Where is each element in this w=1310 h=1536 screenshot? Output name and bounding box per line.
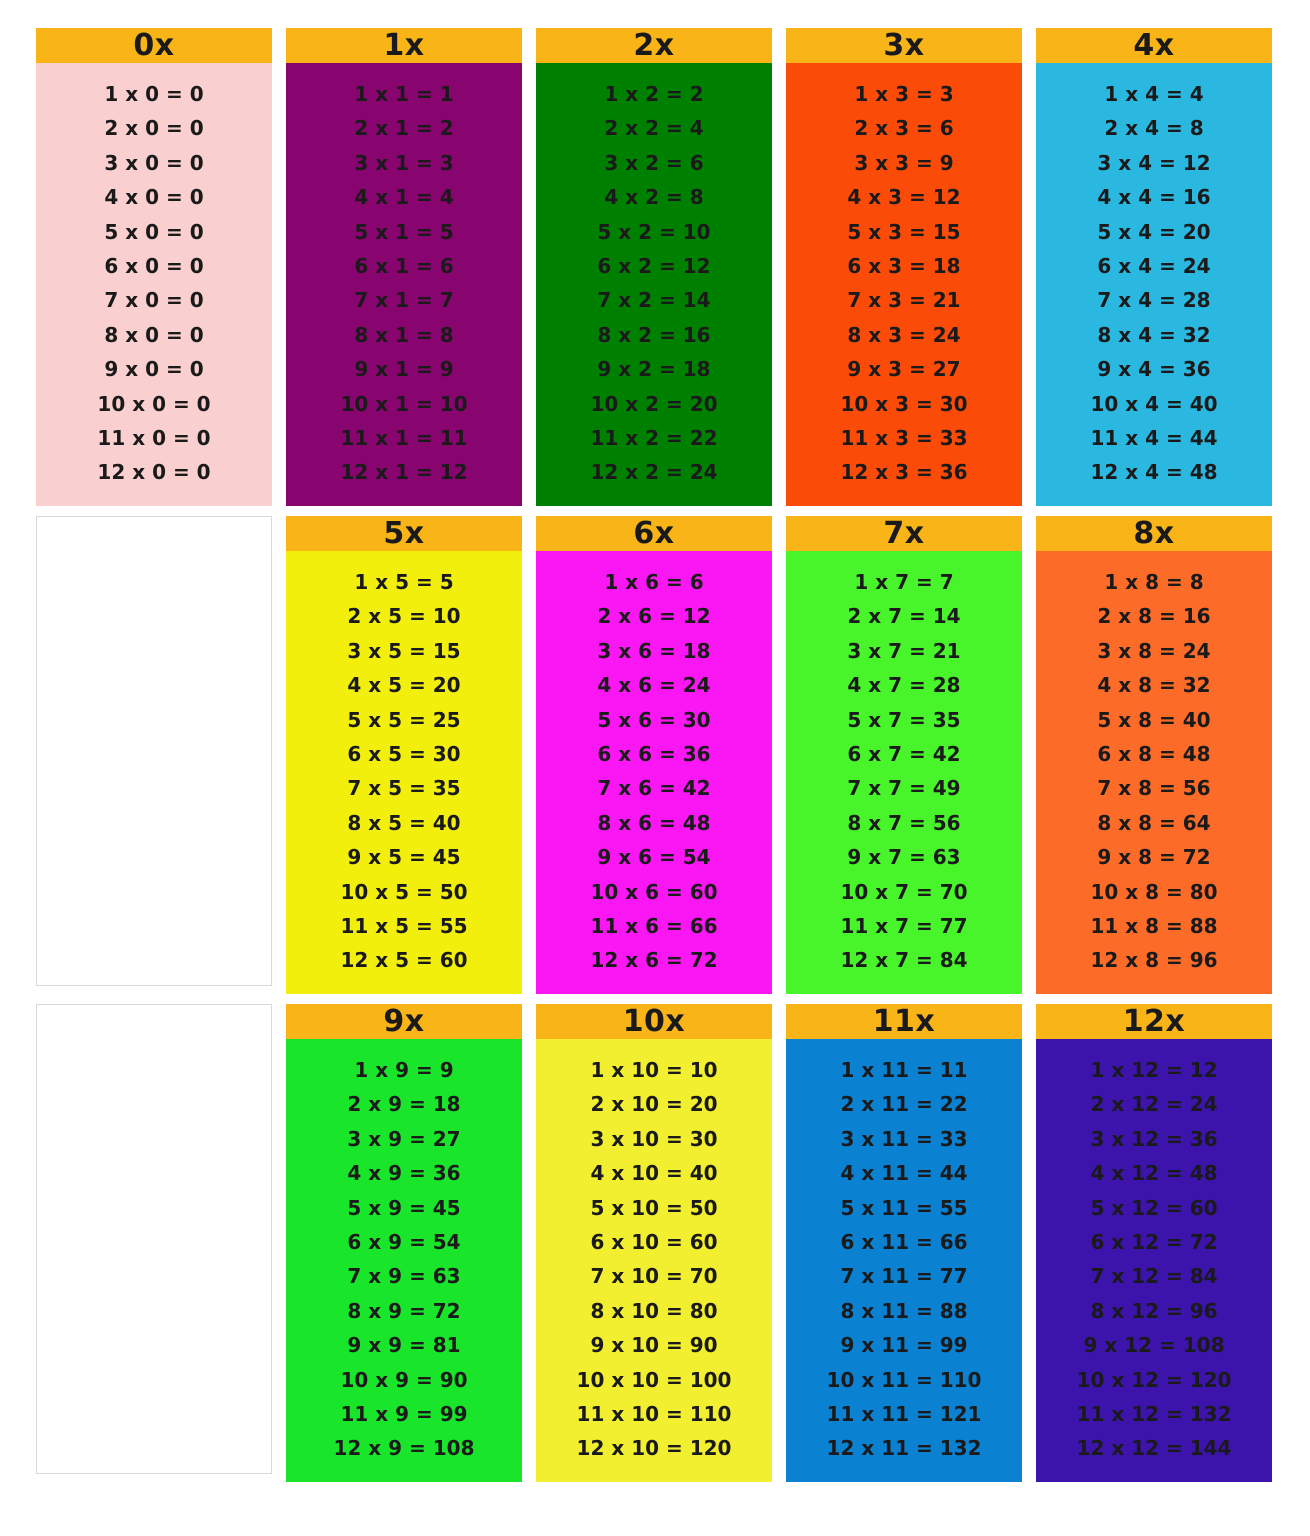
fact-line: 9 x 8 = 72: [1097, 845, 1211, 870]
fact-line: 7 x 2 = 14: [597, 288, 711, 313]
fact-line: 9 x 11 = 99: [840, 1333, 968, 1358]
fact-line: 12 x 8 = 96: [1090, 948, 1218, 973]
fact-line: 4 x 12 = 48: [1090, 1161, 1218, 1186]
fact-line: 3 x 9 = 27: [347, 1126, 461, 1151]
fact-line: 7 x 1 = 7: [354, 288, 454, 313]
fact-line: 11 x 5 = 55: [340, 913, 468, 938]
fact-line: 12 x 1 = 12: [340, 460, 468, 485]
times-table-card: [286, 28, 522, 498]
fact-line: 5 x 11 = 55: [840, 1195, 968, 1220]
fact-line: 7 x 8 = 56: [1097, 776, 1211, 801]
fact-line: 9 x 10 = 90: [590, 1333, 718, 1358]
table-row: [36, 1004, 1274, 1474]
table-title: 12x: [1036, 1004, 1272, 1039]
times-table-card: [286, 1004, 522, 1474]
fact-line: 10 x 11 = 110: [826, 1367, 982, 1392]
fact-line: 1 x 3 = 3: [854, 82, 954, 106]
fact-line: 1 x 1 = 1: [354, 82, 454, 106]
fact-line: 2 x 4 = 8: [1104, 116, 1204, 141]
fact-line: 1 x 10 = 10: [590, 1058, 718, 1082]
fact-line: 11 x 4 = 44: [1090, 425, 1218, 450]
fact-line: 3 x 3 = 9: [854, 150, 954, 175]
times-table-card: [36, 28, 272, 498]
fact-line: 3 x 10 = 30: [590, 1126, 718, 1151]
fact-line: 5 x 1 = 5: [354, 219, 454, 244]
fact-line: 7 x 10 = 70: [590, 1264, 718, 1289]
fact-line: 2 x 0 = 0: [104, 116, 204, 141]
fact-line: 3 x 6 = 18: [597, 638, 711, 663]
fact-list: [1036, 63, 1272, 506]
times-table-card: [536, 28, 772, 498]
fact-line: 1 x 6 = 6: [604, 570, 704, 594]
fact-line: 4 x 6 = 24: [597, 673, 711, 698]
fact-line: 3 x 12 = 36: [1090, 1126, 1218, 1151]
fact-line: 2 x 3 = 6: [854, 116, 954, 141]
fact-line: 9 x 6 = 54: [597, 845, 711, 870]
fact-line: 11 x 0 = 0: [97, 425, 211, 450]
fact-line: 4 x 11 = 44: [840, 1161, 968, 1186]
fact-list: [36, 63, 272, 506]
times-table-card: [536, 1004, 772, 1474]
fact-line: 5 x 8 = 40: [1097, 707, 1211, 732]
fact-line: 8 x 9 = 72: [347, 1298, 461, 1323]
fact-list: [286, 63, 522, 506]
table-title: 10x: [536, 1004, 772, 1039]
fact-line: 4 x 5 = 20: [347, 673, 461, 698]
fact-line: 4 x 8 = 32: [1097, 673, 1211, 698]
empty-cell: [36, 1004, 272, 1474]
fact-line: 8 x 4 = 32: [1097, 322, 1211, 347]
fact-line: 2 x 11 = 22: [840, 1092, 968, 1117]
fact-line: 6 x 12 = 72: [1090, 1229, 1218, 1254]
fact-list: [1036, 1039, 1272, 1482]
fact-line: 12 x 4 = 48: [1090, 460, 1218, 485]
fact-line: 12 x 11 = 132: [826, 1436, 982, 1461]
empty-cell: [36, 516, 272, 986]
fact-line: 6 x 0 = 0: [104, 253, 204, 278]
fact-line: 3 x 4 = 12: [1097, 150, 1211, 175]
fact-list: [286, 1039, 522, 1482]
fact-line: 8 x 8 = 64: [1097, 810, 1211, 835]
fact-line: 5 x 2 = 10: [597, 219, 711, 244]
fact-line: 1 x 11 = 11: [840, 1058, 968, 1082]
fact-line: 5 x 9 = 45: [347, 1195, 461, 1220]
times-table-card: [786, 516, 1022, 986]
fact-line: 4 x 4 = 16: [1097, 185, 1211, 210]
fact-line: 11 x 2 = 22: [590, 425, 718, 450]
times-table-card: [1036, 1004, 1272, 1474]
fact-line: 8 x 10 = 80: [590, 1298, 718, 1323]
fact-line: 6 x 2 = 12: [597, 253, 711, 278]
fact-line: 8 x 6 = 48: [597, 810, 711, 835]
fact-line: 2 x 12 = 24: [1090, 1092, 1218, 1117]
fact-line: 11 x 11 = 121: [826, 1401, 982, 1426]
table-title: 3x: [786, 28, 1022, 63]
fact-line: 10 x 3 = 30: [840, 391, 968, 416]
table-title: 6x: [536, 516, 772, 551]
fact-line: 7 x 4 = 28: [1097, 288, 1211, 313]
fact-line: 11 x 7 = 77: [840, 913, 968, 938]
fact-line: 1 x 12 = 12: [1090, 1058, 1218, 1082]
fact-line: 12 x 6 = 72: [590, 948, 718, 973]
fact-line: 9 x 3 = 27: [847, 357, 961, 382]
table-title: 9x: [286, 1004, 522, 1039]
fact-line: 1 x 9 = 9: [354, 1058, 454, 1082]
fact-line: 11 x 1 = 11: [340, 425, 468, 450]
fact-line: 10 x 1 = 10: [340, 391, 468, 416]
fact-line: 3 x 8 = 24: [1097, 638, 1211, 663]
table-title: 0x: [36, 28, 272, 63]
fact-line: 10 x 2 = 20: [590, 391, 718, 416]
fact-line: 9 x 12 = 108: [1083, 1333, 1225, 1358]
fact-line: 5 x 5 = 25: [347, 707, 461, 732]
fact-line: 3 x 2 = 6: [604, 150, 704, 175]
fact-line: 10 x 6 = 60: [590, 879, 718, 904]
fact-line: 8 x 2 = 16: [597, 322, 711, 347]
fact-line: 7 x 3 = 21: [847, 288, 961, 313]
fact-line: 11 x 9 = 99: [340, 1401, 468, 1426]
fact-line: 6 x 9 = 54: [347, 1229, 461, 1254]
fact-line: 10 x 4 = 40: [1090, 391, 1218, 416]
table-title: 8x: [1036, 516, 1272, 551]
fact-line: 7 x 5 = 35: [347, 776, 461, 801]
fact-line: 9 x 0 = 0: [104, 357, 204, 382]
fact-line: 1 x 8 = 8: [1104, 570, 1204, 594]
fact-line: 4 x 1 = 4: [354, 185, 454, 210]
fact-line: 6 x 5 = 30: [347, 741, 461, 766]
fact-line: 11 x 8 = 88: [1090, 913, 1218, 938]
fact-line: 9 x 1 = 9: [354, 357, 454, 382]
fact-line: 12 x 2 = 24: [590, 460, 718, 485]
fact-line: 4 x 10 = 40: [590, 1161, 718, 1186]
fact-line: 11 x 3 = 33: [840, 425, 968, 450]
fact-line: 12 x 3 = 36: [840, 460, 968, 485]
fact-list: [786, 1039, 1022, 1482]
fact-line: 9 x 9 = 81: [347, 1333, 461, 1358]
fact-line: 10 x 5 = 50: [340, 879, 468, 904]
fact-line: 10 x 10 = 100: [576, 1367, 732, 1392]
fact-line: 6 x 8 = 48: [1097, 741, 1211, 766]
fact-line: 8 x 1 = 8: [354, 322, 454, 347]
fact-line: 4 x 0 = 0: [104, 185, 204, 210]
times-table-card: [1036, 28, 1272, 498]
fact-line: 7 x 6 = 42: [597, 776, 711, 801]
fact-list: [1036, 551, 1272, 994]
fact-line: 12 x 12 = 144: [1076, 1436, 1232, 1461]
table-title: 4x: [1036, 28, 1272, 63]
table-title: 2x: [536, 28, 772, 63]
fact-line: 2 x 9 = 18: [347, 1092, 461, 1117]
fact-line: 6 x 3 = 18: [847, 253, 961, 278]
fact-line: 6 x 7 = 42: [847, 741, 961, 766]
fact-line: 8 x 0 = 0: [104, 322, 204, 347]
fact-line: 10 x 9 = 90: [340, 1367, 468, 1392]
fact-line: 8 x 12 = 96: [1090, 1298, 1218, 1323]
fact-line: 12 x 10 = 120: [576, 1436, 732, 1461]
fact-line: 8 x 3 = 24: [847, 322, 961, 347]
fact-line: 6 x 4 = 24: [1097, 253, 1211, 278]
fact-line: 6 x 10 = 60: [590, 1229, 718, 1254]
fact-list: [536, 63, 772, 506]
times-table-card: [1036, 516, 1272, 986]
fact-list: [786, 63, 1022, 506]
fact-line: 7 x 7 = 49: [847, 776, 961, 801]
fact-line: 6 x 11 = 66: [840, 1229, 968, 1254]
fact-line: 7 x 0 = 0: [104, 288, 204, 313]
fact-line: 2 x 8 = 16: [1097, 604, 1211, 629]
fact-line: 1 x 7 = 7: [854, 570, 954, 594]
fact-list: [286, 551, 522, 994]
fact-line: 10 x 12 = 120: [1076, 1367, 1232, 1392]
table-row: [36, 516, 1274, 986]
fact-line: 5 x 10 = 50: [590, 1195, 718, 1220]
fact-line: 12 x 7 = 84: [840, 948, 968, 973]
fact-line: 11 x 12 = 132: [1076, 1401, 1232, 1426]
fact-list: [536, 1039, 772, 1482]
fact-line: 2 x 1 = 2: [354, 116, 454, 141]
fact-line: 1 x 4 = 4: [1104, 82, 1204, 106]
fact-line: 3 x 5 = 15: [347, 638, 461, 663]
fact-line: 11 x 10 = 110: [576, 1401, 732, 1426]
fact-line: 2 x 6 = 12: [597, 604, 711, 629]
fact-line: 8 x 5 = 40: [347, 810, 461, 835]
fact-line: 12 x 0 = 0: [97, 460, 211, 485]
times-table-card: [786, 1004, 1022, 1474]
fact-line: 1 x 5 = 5: [354, 570, 454, 594]
fact-line: 5 x 4 = 20: [1097, 219, 1211, 244]
fact-line: 2 x 7 = 14: [847, 604, 961, 629]
fact-line: 1 x 0 = 0: [104, 82, 204, 106]
fact-list: [786, 551, 1022, 994]
fact-line: 8 x 7 = 56: [847, 810, 961, 835]
fact-line: 10 x 8 = 80: [1090, 879, 1218, 904]
fact-line: 7 x 9 = 63: [347, 1264, 461, 1289]
fact-line: 3 x 1 = 3: [354, 150, 454, 175]
fact-line: 11 x 6 = 66: [590, 913, 718, 938]
fact-line: 3 x 0 = 0: [104, 150, 204, 175]
fact-line: 5 x 6 = 30: [597, 707, 711, 732]
fact-line: 5 x 12 = 60: [1090, 1195, 1218, 1220]
fact-line: 6 x 1 = 6: [354, 253, 454, 278]
fact-line: 10 x 7 = 70: [840, 879, 968, 904]
fact-line: 9 x 7 = 63: [847, 845, 961, 870]
table-title: 5x: [286, 516, 522, 551]
fact-line: 6 x 6 = 36: [597, 741, 711, 766]
table-title: 1x: [286, 28, 522, 63]
fact-line: 9 x 2 = 18: [597, 357, 711, 382]
table-title: 11x: [786, 1004, 1022, 1039]
table-row: [36, 28, 1274, 498]
fact-line: 3 x 11 = 33: [840, 1126, 968, 1151]
fact-line: 9 x 4 = 36: [1097, 357, 1211, 382]
fact-line: 4 x 9 = 36: [347, 1161, 461, 1186]
fact-line: 5 x 7 = 35: [847, 707, 961, 732]
fact-line: 3 x 7 = 21: [847, 638, 961, 663]
times-table-card: [286, 516, 522, 986]
fact-line: 4 x 3 = 12: [847, 185, 961, 210]
fact-line: 4 x 2 = 8: [604, 185, 704, 210]
fact-line: 7 x 11 = 77: [840, 1264, 968, 1289]
fact-line: 9 x 5 = 45: [347, 845, 461, 870]
fact-line: 5 x 3 = 15: [847, 219, 961, 244]
fact-line: 8 x 11 = 88: [840, 1298, 968, 1323]
fact-line: 12 x 9 = 108: [333, 1436, 475, 1461]
fact-line: 12 x 5 = 60: [340, 948, 468, 973]
fact-line: 7 x 12 = 84: [1090, 1264, 1218, 1289]
fact-line: 10 x 0 = 0: [97, 391, 211, 416]
times-table-card: [536, 516, 772, 986]
fact-line: 5 x 0 = 0: [104, 219, 204, 244]
fact-line: 2 x 2 = 4: [604, 116, 704, 141]
fact-line: 2 x 10 = 20: [590, 1092, 718, 1117]
fact-list: [536, 551, 772, 994]
table-title: 7x: [786, 516, 1022, 551]
fact-line: 1 x 2 = 2: [604, 82, 704, 106]
times-table-card: [786, 28, 1022, 498]
fact-line: 4 x 7 = 28: [847, 673, 961, 698]
fact-line: 2 x 5 = 10: [347, 604, 461, 629]
